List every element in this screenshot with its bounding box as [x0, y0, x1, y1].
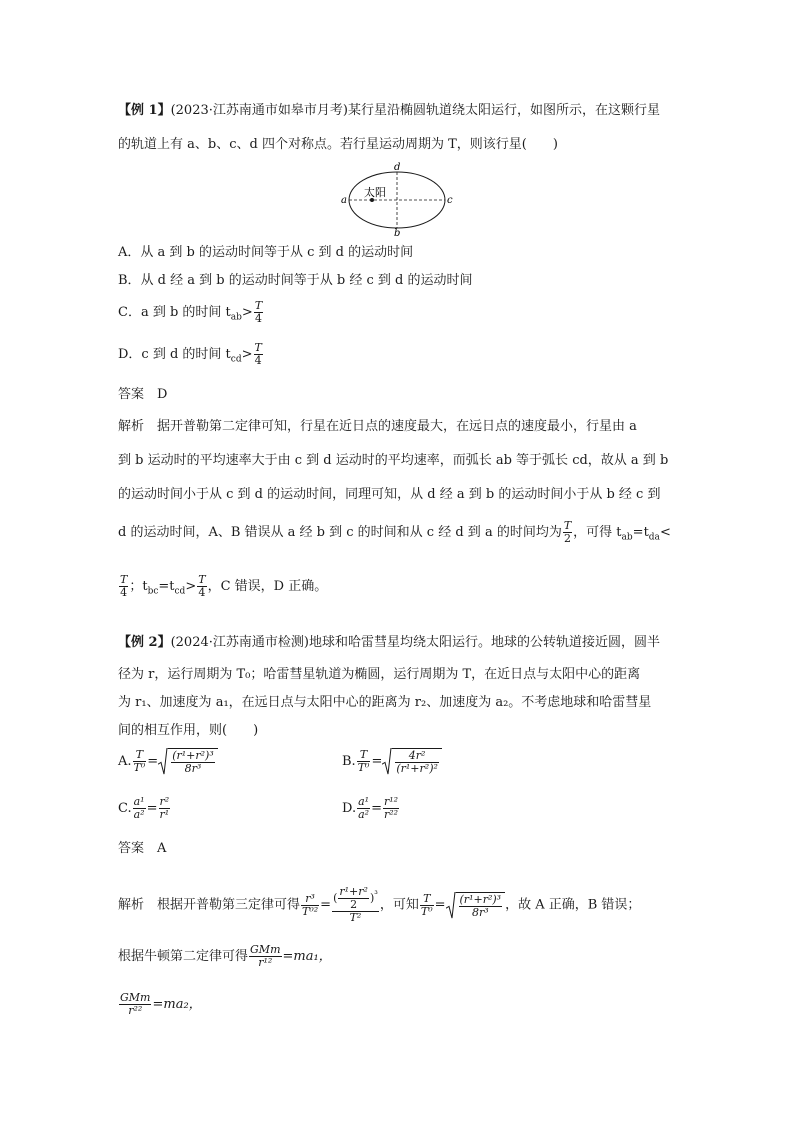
sqrt-fraction	[395, 750, 439, 775]
analysis-text: ，C 错误，D 正确。	[207, 579, 328, 594]
frac-r3-over-T02	[301, 893, 319, 918]
example1-stem-line1	[118, 102, 660, 120]
point-b: b	[394, 228, 401, 238]
example2-option-c	[118, 796, 171, 821]
inner-fraction	[338, 886, 369, 911]
example2-analysis-kepler: 解析 根据开普勒第三定律可得 $\frac{\text{r³}}{\text{T⁰²}}$ = ( $\frac{\text{r¹+r²}}{2}$ )$^{^3}$ T² ，可知 $\frac{T}{\text{T⁰}}$ = $\frac{\text{(r¹+r²)³}}{\text{8r³}}$ ，故 A 正确，B 错误；	[118, 885, 641, 924]
frac-num: a¹	[358, 795, 370, 808]
frac-den: T⁰	[357, 761, 370, 774]
example1-option-c: C．a 到 b 的时间 $t_{ab}>$ $\frac{T}{4}$	[118, 299, 263, 325]
sqrt-fraction	[459, 894, 503, 919]
frac-T-over-2	[563, 520, 572, 545]
frac-den: a²	[133, 808, 145, 821]
frac-num: r³	[305, 891, 315, 905]
frac-T-over-T0	[357, 749, 371, 774]
frac-den: T²	[332, 911, 379, 924]
example2-analysis-newton2	[118, 992, 202, 1017]
equals: =	[371, 754, 383, 769]
sub-ab: ab	[621, 532, 633, 543]
frac-den: r¹²	[249, 956, 281, 969]
frac-num: T	[120, 573, 128, 586]
analysis-text: =t	[632, 525, 649, 540]
example2-source: (2024·江苏南通市检测)	[170, 635, 309, 650]
option-c-text: C．a 到 b 的时间 t	[118, 305, 231, 320]
frac-r2-over-r1	[159, 796, 171, 821]
frac-den: 2	[338, 898, 369, 911]
sqrt-expression	[382, 748, 442, 775]
sub-bc: bc	[147, 586, 159, 597]
option-c-fraction	[254, 300, 263, 325]
frac-den: r¹	[159, 808, 170, 821]
equals: =	[371, 801, 382, 816]
frac-den: 4	[254, 354, 262, 367]
point-c: c	[447, 195, 453, 206]
analysis-text: >	[185, 579, 197, 594]
frac-num: 4r²	[408, 749, 426, 762]
example1-option-a: A．从 a 到 b 的运动时间等于从 c 到 d 的运动时间	[118, 245, 414, 260]
cube-exponent: ³	[374, 889, 378, 900]
frac-den: 8r³	[171, 762, 215, 775]
option-d-fraction	[254, 342, 263, 367]
frac-semi-major-cubed	[332, 886, 379, 924]
frac-num: r¹+r²	[339, 885, 368, 898]
example2-analysis-newton	[118, 944, 332, 969]
equals: =	[147, 754, 159, 769]
example2-answer: 答案 A	[118, 841, 167, 856]
option-label: C.	[118, 801, 132, 816]
frac-num: T	[254, 341, 262, 354]
frac-num: ( $\frac{\text{r¹+r²}}{2}$ )$^{^3}$	[333, 885, 378, 911]
option-label: B.	[342, 754, 356, 769]
example1-answer: 答案 D	[118, 387, 168, 402]
frac-num: a¹	[133, 795, 145, 808]
sub-cd: cd	[174, 586, 186, 597]
frac-T-over-4	[197, 574, 206, 599]
radical-sign	[446, 892, 456, 919]
example1-analysis-line5	[118, 574, 327, 601]
analysis-text: <	[659, 525, 671, 540]
frac-den: a²	[358, 808, 370, 821]
frac-den: (r¹+r²)²	[396, 762, 438, 775]
frac-num: T	[198, 573, 206, 586]
analysis-text: =ma₂，	[152, 997, 202, 1012]
analysis-text: ，可得 t	[573, 525, 622, 540]
example1-tag: 【例 1】	[118, 103, 171, 118]
example1-option-d: D．c 到 d 的时间 $t_{cd}>$ $\frac{T}{4}$	[118, 341, 262, 367]
analysis-text: 根据牛顿第二定律可得	[118, 949, 249, 964]
point-d: d	[394, 162, 401, 173]
frac-den: 2	[564, 532, 571, 545]
frac-a1-over-a2	[357, 796, 370, 821]
frac-num: (r¹+r²)³	[172, 749, 214, 762]
radical-sign	[382, 748, 392, 775]
option-label: A.	[118, 754, 132, 769]
option-c-sub: ab	[230, 312, 242, 323]
ellipse-orbit-figure	[338, 160, 458, 238]
frac-den: 4	[198, 586, 206, 599]
frac-den: 4	[255, 312, 262, 325]
example2-tag: 【例 2】	[118, 635, 171, 650]
radical-sign	[158, 748, 168, 775]
example1-analysis-line2: 到 b 运动时的平均速率大于由 c 到 d 运动时的平均速率，而弧长 ab 等于弧长 cd，故从 a 到 b	[118, 453, 669, 468]
example2-stem-line4: 间的相互作用，则( )	[118, 723, 259, 738]
frac-den: T⁰²	[302, 904, 319, 918]
analysis-text: d 的运动时间，A、B 错误从 a 经 b 到 c 的时间和从 c 经 d 到 a 的时间均为	[118, 525, 562, 540]
example2-stem-line2: 径为 r，运行周期为 T₀；哈雷彗星轨道为椭圆，运行周期为 T，在近日点与太阳中心的距离	[118, 667, 641, 682]
analysis-text: =ma₁，	[282, 949, 332, 964]
frac-T-over-4	[119, 574, 128, 599]
frac-a1-over-a2	[133, 796, 146, 821]
analysis-text: ，可知	[379, 897, 419, 913]
frac-num: (r¹+r²)³	[459, 892, 502, 906]
frac-num: T	[359, 748, 368, 761]
frac-num: GMm	[120, 991, 151, 1004]
example2-option-a	[118, 748, 218, 775]
point-a: a	[341, 195, 347, 206]
example1-analysis-line1: 解析 据开普勒第二定律可知，行星在近日点的速度最大，在远日点的速度最小，行星由 a	[118, 419, 637, 434]
frac-num: r¹²	[383, 795, 399, 808]
frac-num: T	[254, 299, 263, 312]
frac-num: T	[563, 519, 572, 532]
frac-den: T⁰	[420, 904, 433, 918]
option-d-text: D．c 到 d 的时间 t	[118, 347, 231, 362]
analysis-text: =t	[158, 579, 175, 594]
example1-option-b: B．从 d 经 a 到 b 的运动时间等于从 b 经 c 到 d 的运动时间	[118, 273, 473, 288]
example2-option-d	[342, 796, 400, 821]
sqrt-expression	[446, 892, 506, 919]
sun-label: 太阳	[364, 186, 386, 199]
frac-num: T	[135, 748, 144, 761]
example2-stem-text1: 地球和哈雷彗星均绕太阳运行。地球的公转轨道接近圆，圆半	[308, 635, 660, 650]
example1-source: (2023·江苏南通市如皋市月考)	[170, 103, 348, 118]
analysis-text: ；t	[129, 579, 148, 594]
sqrt-fraction	[171, 750, 215, 775]
frac-GMm-over-r12	[249, 944, 281, 969]
equals: =	[146, 801, 158, 816]
analysis-text: ，故 A 正确，B 错误；	[505, 897, 641, 913]
sub-da: da	[648, 532, 660, 543]
example2-option-b	[342, 748, 442, 775]
frac-den: T⁰	[133, 761, 146, 774]
option-label: D.	[342, 801, 357, 816]
option-d-sub: cd	[230, 354, 242, 365]
example2-stem-line3: 为 r₁、加速度为 a₁，在远日点与太阳中心的距离为 r₂、加速度为 a₂。不考虑地球和哈雷彗星	[118, 695, 652, 710]
frac-T-over-T0	[133, 749, 147, 774]
frac-den: r²²	[383, 808, 399, 821]
frac-den: 4	[120, 586, 128, 599]
example1-analysis-line3: 的运动时间小于从 c 到 d 的运动时间，同理可知，从 d 经 a 到 b 的运动时间小于从 b 经 c 到	[118, 487, 661, 502]
frac-num: r²	[159, 795, 170, 808]
frac-GMm-over-r22	[119, 992, 151, 1017]
example1-stem-text1: 某行星沿椭圆轨道绕太阳运行，如图所示，在这颗行星	[347, 103, 660, 118]
example1-stem-line2: 的轨道上有 a、b、c、d 四个对称点。若行星运动周期为 T，则该行星( )	[118, 137, 558, 152]
frac-T-over-T0	[420, 893, 434, 918]
frac-num: GMm	[250, 943, 281, 956]
example2-stem-line1	[118, 634, 660, 652]
frac-r12-over-r22	[383, 796, 399, 821]
example1-analysis-line4	[118, 520, 671, 547]
analysis-text: 解析 根据开普勒第三定律可得	[118, 897, 301, 913]
sqrt-expression	[158, 748, 218, 775]
frac-den: r²²	[119, 1004, 151, 1017]
frac-den: 8r³	[459, 906, 503, 919]
frac-num: T	[423, 891, 431, 905]
